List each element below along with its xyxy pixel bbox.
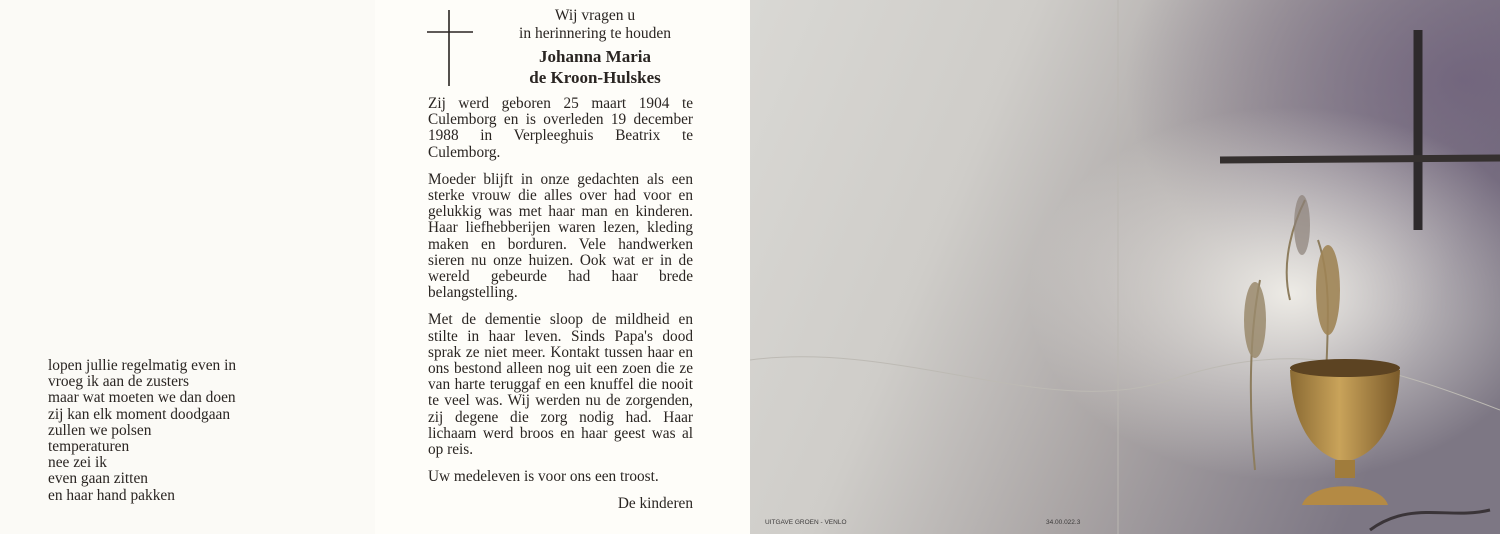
poem-line: lopen jullie regelmatig even in — [48, 357, 237, 374]
poem-line: vroeg ik aan de zusters — [48, 373, 190, 391]
signature: De kinderen — [617, 495, 693, 513]
paragraph-dementia: Met de dementie sloop de mildheid en stilte in haar leven. Sinds Papa's dood sprak ze niet meer. Kontakt tussen haar en ons bestond alleen nog uit een zoen die ze van harte teruggaf en een knuffel die nooit te veel was. Wij werden nu de zorgenden, zij degene die zorg nodig had. Haar lichaam werd broos en haar geest was al op reis. — [428, 311, 693, 459]
left-panel — [0, 0, 375, 534]
memorial-text — [428, 96, 693, 513]
intro-line: Wij vragen u — [554, 7, 636, 24]
intro-line: in herinnering te houden — [519, 25, 671, 42]
poem — [48, 358, 236, 504]
memorial-header — [490, 7, 700, 88]
name-line: Johanna Maria — [539, 47, 651, 66]
poem-line: zij kan elk moment doodgaan — [48, 405, 231, 423]
cross-icon — [427, 10, 473, 86]
deceased-name — [490, 46, 700, 88]
name-line: de Kroon-Hulskes — [529, 68, 661, 87]
poem-line: zullen we polsen — [48, 421, 152, 439]
poem-line: nee zei ik — [48, 454, 107, 472]
paragraph-birth: Zij werd geboren 25 maart 1904 te Culemborg en is overleden 19 december 1988 in Verpleeghuis Beatrix te Culemborg. — [428, 95, 693, 161]
chalice-painting — [750, 0, 1500, 534]
poem-line: even gaan zitten — [48, 470, 148, 488]
paragraph-thanks: Uw medeleven is voor ons een troost. — [428, 468, 659, 486]
poem-line: temperaturen — [48, 438, 130, 456]
publisher-imprint: UITGAVE GROEN - VENLO — [765, 519, 847, 526]
poem-line: maar wat moeten we dan doen — [48, 389, 236, 407]
paragraph-character: Moeder blijft in onze gedachten als een sterke vrouw die alles over had voor en gelukkig was met haar man en kinderen. Haar liefhebberijen waren lezen, kleding maken en borduren. Vele handwerken sieren nu onze huizen. Ook wat er in de wereld gebeurde had haar brede belangstelling. — [428, 170, 693, 302]
poem-line: en haar hand pakken — [48, 486, 175, 504]
artwork-panel — [750, 0, 1500, 534]
card-code: 34.00.022.3 — [1046, 519, 1081, 526]
